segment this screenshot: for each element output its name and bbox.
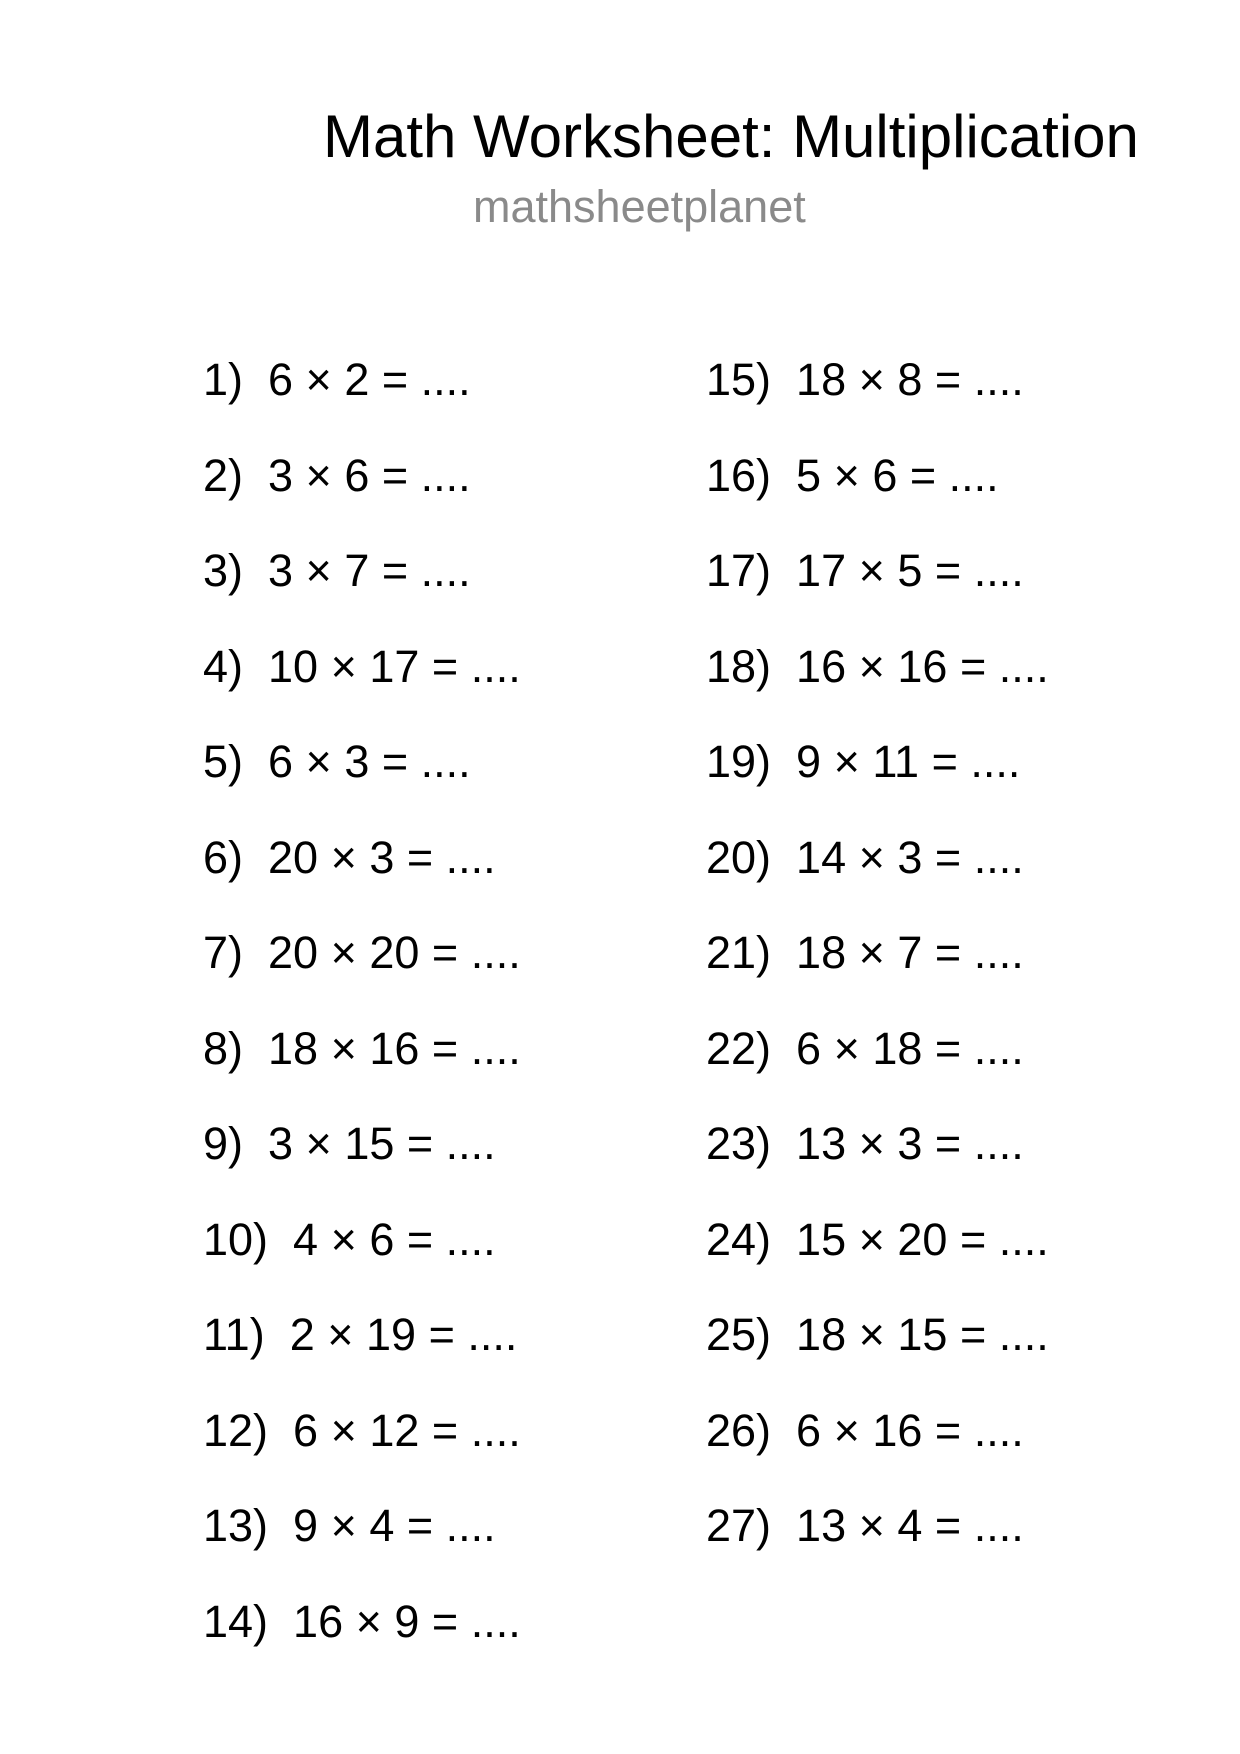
problem-expression: 14 × 3 = .... xyxy=(796,831,1024,883)
problem-10 xyxy=(203,1192,521,1288)
problem-25 xyxy=(706,1287,1049,1383)
problem-9 xyxy=(203,1096,521,1192)
problem-8 xyxy=(203,1001,521,1097)
problem-number: 20) xyxy=(706,831,772,883)
problem-7 xyxy=(203,905,521,1001)
problem-number: 8) xyxy=(203,1022,244,1074)
problem-21 xyxy=(706,905,1049,1001)
problem-number: 5) xyxy=(203,736,244,787)
problem-number: 23) xyxy=(706,1118,772,1169)
problem-number: 26) xyxy=(706,1404,772,1456)
problem-number: 17) xyxy=(706,545,772,596)
problem-expression: 6 × 2 = .... xyxy=(268,354,471,405)
problem-expression: 6 × 18 = .... xyxy=(796,1022,1024,1074)
problem-expression: 3 × 15 = .... xyxy=(268,1118,496,1169)
problem-expression: 6 × 12 = .... xyxy=(293,1404,521,1456)
problem-expression: 2 × 19 = .... xyxy=(289,1309,518,1360)
problem-3 xyxy=(203,523,521,619)
problem-18 xyxy=(706,619,1049,715)
worksheet-title: Math Worksheet: Multiplication xyxy=(323,103,1139,170)
problem-expression: 20 × 3 = .... xyxy=(268,831,496,883)
problem-5 xyxy=(203,714,521,810)
problem-number: 14) xyxy=(203,1595,269,1647)
problem-expression: 16 × 16 = .... xyxy=(796,640,1049,692)
problem-number: 25) xyxy=(706,1309,772,1360)
problem-number: 16) xyxy=(706,449,772,501)
problem-2 xyxy=(203,428,521,524)
problem-expression: 9 × 11 = .... xyxy=(796,736,1021,787)
problem-19 xyxy=(706,714,1049,810)
problem-number: 1) xyxy=(203,354,244,405)
problem-11 xyxy=(203,1287,521,1383)
problem-15 xyxy=(706,332,1049,428)
problem-number: 19) xyxy=(706,736,772,787)
worksheet-source: mathsheetplanet xyxy=(473,181,806,232)
problem-expression: 18 × 15 = .... xyxy=(796,1309,1049,1360)
problem-expression: 18 × 16 = .... xyxy=(268,1022,521,1074)
problem-14 xyxy=(203,1574,521,1670)
problem-expression: 13 × 4 = .... xyxy=(796,1500,1024,1551)
problem-number: 13) xyxy=(203,1500,269,1551)
problem-12 xyxy=(203,1383,521,1479)
problem-number: 9) xyxy=(203,1118,244,1169)
problem-6 xyxy=(203,810,521,906)
problem-number: 18) xyxy=(706,640,772,692)
problem-24 xyxy=(706,1192,1049,1288)
problem-number: 3) xyxy=(203,545,244,596)
problem-number: 15) xyxy=(706,354,772,405)
problem-expression: 20 × 20 = .... xyxy=(268,927,521,978)
problem-expression: 4 × 6 = .... xyxy=(293,1213,496,1265)
problem-26 xyxy=(706,1383,1049,1479)
problem-number: 27) xyxy=(706,1500,772,1551)
problem-expression: 15 × 20 = .... xyxy=(796,1213,1049,1265)
problem-20 xyxy=(706,810,1049,906)
problem-expression: 3 × 7 = .... xyxy=(268,545,471,596)
problem-expression: 5 × 6 = .... xyxy=(796,449,999,501)
problem-expression: 18 × 7 = .... xyxy=(796,927,1024,978)
problem-number: 21) xyxy=(706,927,772,978)
problem-number: 11) xyxy=(203,1309,265,1360)
problem-expression: 18 × 8 = .... xyxy=(796,354,1024,405)
problem-number: 22) xyxy=(706,1022,772,1074)
problem-22 xyxy=(706,1001,1049,1097)
problem-expression: 6 × 16 = .... xyxy=(796,1404,1024,1456)
problem-number: 7) xyxy=(203,927,244,978)
problem-number: 10) xyxy=(203,1213,269,1265)
problem-16 xyxy=(706,428,1049,524)
problem-13 xyxy=(203,1478,521,1574)
problem-expression: 6 × 3 = .... xyxy=(268,736,471,787)
problem-4 xyxy=(203,619,521,715)
problem-expression: 13 × 3 = .... xyxy=(796,1118,1024,1169)
problem-number: 2) xyxy=(203,449,244,501)
problem-1 xyxy=(203,332,521,428)
problem-23 xyxy=(706,1096,1049,1192)
problem-expression: 9 × 4 = .... xyxy=(293,1500,496,1551)
problem-number: 6) xyxy=(203,831,244,883)
problem-number: 12) xyxy=(203,1404,269,1456)
problem-expression: 16 × 9 = .... xyxy=(293,1595,521,1647)
problem-expression: 10 × 17 = .... xyxy=(268,640,521,692)
problem-17 xyxy=(706,523,1049,619)
problem-number: 24) xyxy=(706,1213,772,1265)
problem-expression: 17 × 5 = .... xyxy=(796,545,1024,596)
problem-column-left xyxy=(203,332,521,1669)
problem-column-right xyxy=(706,332,1049,1574)
problem-number: 4) xyxy=(203,640,244,692)
problem-expression: 3 × 6 = .... xyxy=(268,449,471,501)
problem-27 xyxy=(706,1478,1049,1574)
